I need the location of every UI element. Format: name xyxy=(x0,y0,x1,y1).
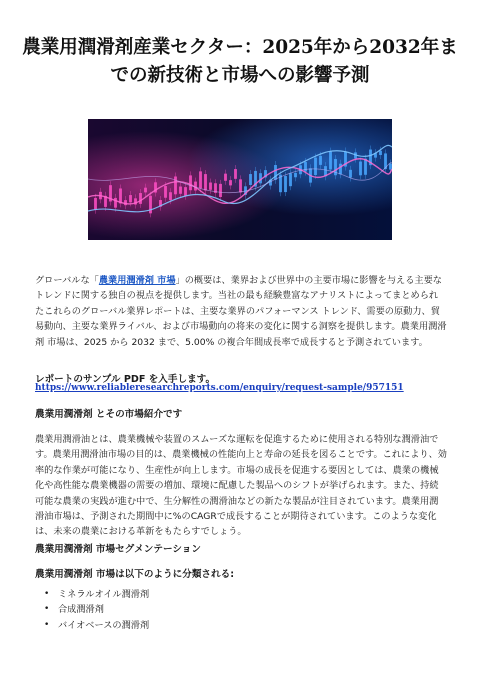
candle-body xyxy=(209,183,212,190)
bullet-icon: • xyxy=(44,604,50,615)
list-item-label: ミネラルオイル潤滑剤 xyxy=(58,589,150,600)
candle-body xyxy=(239,179,242,192)
sample-pdf-heading: レポートのサンプル PDF を入手します。 xyxy=(35,374,216,385)
classification-heading: 農業用潤滑剤 市場は以下のように分類される: xyxy=(35,569,235,580)
candle-body xyxy=(329,152,332,170)
candle-body xyxy=(319,156,322,165)
candle-body xyxy=(219,184,222,197)
market-intro-paragraph: 農業用潤滑油とは、農業機械や装置のスムーズな運転を促進するために使用される特別な潤滑油です。農業用潤滑油市場の目的は、農業機械の性能向上と寿命の延長を図ることです。これにより、効率的な作業が可能になり、生産性が向上します。市場の成長を促進する要因としては、農業の機械化や高性能な農業機器の需要の増加、環境に配慮した製品へのシフトが挙げられます。また、持続可能な農業の実践が進む中で、生分解性の潤滑油などの新たな製品が注目されています。農業用潤滑油市場は、予測された期間中に%のCAGRで成長することが期待されています。このような変化は、未来の農業における革新をもたらすでしょう。 xyxy=(35,434,447,538)
candle-body xyxy=(234,169,237,179)
candle-body xyxy=(199,171,202,188)
segmentation-heading: 農業用潤滑剤 市場セグメンテーション xyxy=(35,544,201,555)
market-report-link[interactable]: 農業用潤滑剤 市場 xyxy=(98,275,176,286)
candle-body xyxy=(379,151,382,155)
page-title: 農業用潤滑剤産業セクター：2025年から2032年までの新技術と市場への影響予測 xyxy=(22,37,458,86)
candle-body xyxy=(144,188,147,193)
candle-body xyxy=(249,174,252,185)
hero-market-chart-image xyxy=(88,119,392,240)
intro-text-before: グローバルな「 xyxy=(35,275,99,286)
list-item xyxy=(44,602,149,617)
candle-body xyxy=(189,175,192,190)
candle-body xyxy=(94,198,97,210)
candle-body xyxy=(204,174,207,190)
candle-body xyxy=(314,158,317,175)
candle-body xyxy=(364,159,367,175)
candle-body xyxy=(289,173,292,186)
intro-paragraph xyxy=(35,273,447,350)
candle-body xyxy=(349,170,352,178)
candle-body xyxy=(114,198,117,208)
list-item-label: バイオベースの潤滑剤 xyxy=(58,619,150,631)
candle-body xyxy=(169,192,172,200)
market-intro-heading: 農業用潤滑剤 とその市場紹介です xyxy=(35,409,183,420)
candle-body xyxy=(284,176,287,192)
candle-body xyxy=(359,162,362,176)
intro-text-after: 」の概要は、業界および世界中の主要市場に影響を与える主要なトレンドに関する独自の視点を提供します。当社の最も経験豊富なアナリストによってまとめられたこれらのグローバル業界レポートは、主要な業界のパフォーマンス トレンド、需要の原動力、貿易動向、主要な業界ライバル、および市場動向の将来の変化に関する洞察を提供します。農業用潤滑剤 市場は、2025 から 2032 まで、5.00% の複合年間成長率で成長すると予測されています。 xyxy=(35,275,447,348)
sample-request-link[interactable]: https://www.reliableresearchreports.com/enquiry/request-sample/957151 xyxy=(35,383,404,393)
candle-body xyxy=(294,173,297,177)
candle-body xyxy=(304,162,307,172)
candle-body xyxy=(174,177,177,195)
candle-body xyxy=(229,180,232,185)
candle-body xyxy=(139,193,142,204)
bullet-icon: • xyxy=(44,589,50,599)
list-item xyxy=(44,618,149,633)
bullet-icon: • xyxy=(44,619,50,630)
candle-body xyxy=(184,187,187,196)
candle-body xyxy=(164,186,167,198)
candle-body xyxy=(339,164,342,175)
list-item xyxy=(44,587,149,602)
list-item-label: 合成潤滑剤 xyxy=(58,604,104,616)
candle-body xyxy=(179,187,182,194)
candle-body xyxy=(119,188,122,203)
product-type-list xyxy=(44,587,149,633)
candle-body xyxy=(389,164,392,170)
candle-body xyxy=(224,174,227,181)
candle-body xyxy=(129,195,132,202)
